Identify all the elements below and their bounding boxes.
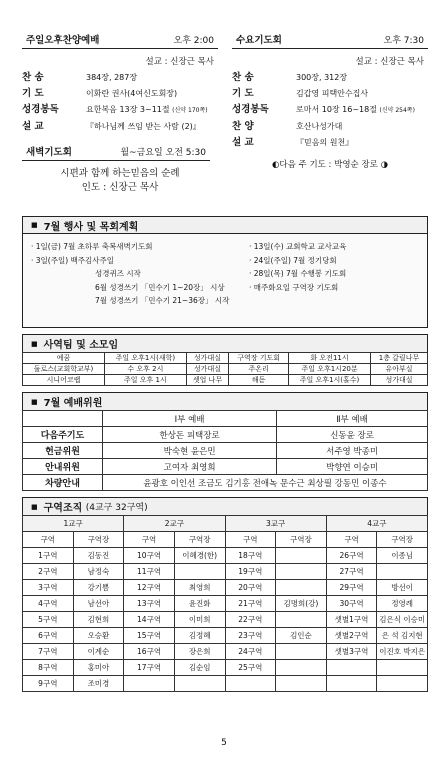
order-row bbox=[232, 137, 428, 148]
org-cell: 12구역 bbox=[124, 580, 175, 596]
col-header: 구역 bbox=[225, 532, 276, 548]
order-value: 『믿음의 원천』 bbox=[296, 138, 354, 147]
dawn-header bbox=[22, 142, 210, 161]
event-item: 성경퀴즈 시작 bbox=[95, 269, 141, 278]
wednesday-service bbox=[232, 30, 428, 216]
org-bar bbox=[22, 497, 428, 515]
org-cell: 이종님 bbox=[377, 548, 428, 564]
order-value: 호산나성가대 bbox=[296, 122, 343, 131]
org-cell: 남정숙 bbox=[73, 564, 124, 580]
wednesday-preacher: 설교 : 신장근 목사 bbox=[355, 57, 424, 67]
org-cell: 15구역 bbox=[124, 628, 175, 644]
org-cell: 30구역 bbox=[326, 596, 377, 612]
org-row bbox=[23, 548, 428, 564]
worship-row bbox=[23, 459, 428, 475]
event-item: 7월 성경쓰기 「민수기 21~36장」 시작 bbox=[95, 296, 230, 305]
org-cell: 21구역 bbox=[225, 596, 276, 612]
row-label: 안내위원 bbox=[23, 459, 103, 475]
org-cell bbox=[377, 660, 428, 676]
order-row bbox=[232, 72, 428, 83]
sunday-service bbox=[22, 30, 218, 216]
cell: 박숙현 윤은민 bbox=[103, 443, 277, 459]
service-cell: 성가대실 bbox=[186, 353, 228, 364]
org-cell: 셋별1구역 bbox=[326, 612, 377, 628]
group-header: 3교구 bbox=[225, 516, 326, 532]
scripture-ref: 요한복음 13장 3~11절 bbox=[86, 105, 170, 114]
org-cell: 22구역 bbox=[225, 612, 276, 628]
worship-title: 7월 예배위원 bbox=[43, 398, 103, 409]
sunday-time: 오후 2:00 bbox=[173, 36, 214, 46]
order-row bbox=[22, 88, 218, 99]
event-item: · 28일(목) 7월 수행봉 기도회 bbox=[249, 269, 347, 278]
org-cell bbox=[276, 580, 327, 596]
org-cell: 5구역 bbox=[23, 612, 74, 628]
service-table bbox=[22, 352, 428, 386]
org-cell bbox=[174, 676, 225, 692]
service-cell: 주일 오후1시(홀수) bbox=[289, 375, 371, 386]
events-list bbox=[22, 234, 428, 328]
org-cell: 김순임 bbox=[174, 660, 225, 676]
org-cell: 조미경 bbox=[73, 676, 124, 692]
org-cell: 19구역 bbox=[225, 564, 276, 580]
org-row bbox=[23, 580, 428, 596]
order-row bbox=[232, 104, 428, 116]
order-value: 이화란 권사(4여신도회장) bbox=[86, 89, 178, 98]
org-cell: 최영희 bbox=[174, 580, 225, 596]
service-cell: 화 오전11시 bbox=[289, 353, 371, 364]
event-item: · 1일(금) 7월 초하루 축복새벽기도회 bbox=[31, 242, 153, 251]
org-table bbox=[22, 515, 428, 692]
org-row bbox=[23, 644, 428, 660]
service-cell: 수 오후 2시 bbox=[104, 364, 186, 375]
order-label: 설 교 bbox=[232, 137, 254, 148]
org-cell: 4구역 bbox=[23, 596, 74, 612]
org-cell bbox=[276, 676, 327, 692]
page-ref: (신약 170쪽) bbox=[172, 107, 208, 114]
org-cell: 이진호 박지은 bbox=[377, 644, 428, 660]
group-row bbox=[23, 516, 428, 532]
org-cell: 14구역 bbox=[124, 612, 175, 628]
blank-cell bbox=[23, 411, 103, 427]
order-label: 기 도 bbox=[22, 88, 44, 99]
org-header-row bbox=[23, 532, 428, 548]
org-row bbox=[23, 564, 428, 580]
square-bullet-icon: ■ bbox=[31, 397, 38, 406]
cell: 한상돈 피택장로 bbox=[103, 427, 277, 443]
event-item: · 매주화요일 구역장 기도회 bbox=[249, 282, 339, 292]
cell: 신동윤 장로 bbox=[277, 427, 428, 443]
events-bar bbox=[22, 216, 428, 234]
service-title: 사역팀 및 소모임 bbox=[43, 340, 119, 351]
sunday-title: 주일오후찬양예배 bbox=[26, 35, 100, 46]
org-cell: 강기쁨 bbox=[73, 580, 124, 596]
service-cell: 성가대실 bbox=[186, 364, 228, 375]
org-cell: 김인순 bbox=[276, 628, 327, 644]
order-value bbox=[296, 104, 415, 116]
square-bullet-icon: ■ bbox=[31, 502, 38, 511]
order-value: 김갑영 피택안수집사 bbox=[296, 89, 369, 98]
order-row bbox=[232, 121, 428, 132]
org-cell: 방선이 bbox=[377, 580, 428, 596]
events-title: 7월 행사 및 목회계획 bbox=[43, 221, 139, 233]
col-header: 구역장 bbox=[276, 532, 327, 548]
group-header: 4교구 bbox=[326, 516, 427, 532]
next-prayer: ◐다음 주 기도 : 박영순 장로 ◑ bbox=[271, 160, 389, 170]
worship-row bbox=[23, 443, 428, 459]
org-cell: 13구역 bbox=[124, 596, 175, 612]
org-row bbox=[23, 628, 428, 644]
col-header: 구역장 bbox=[174, 532, 225, 548]
org-cell: 김명희(강) bbox=[276, 596, 327, 612]
org-cell bbox=[326, 660, 377, 676]
order-row bbox=[22, 121, 218, 132]
worship-table bbox=[22, 410, 428, 491]
col-header: 구역 bbox=[326, 532, 377, 548]
order-label: 찬 송 bbox=[232, 72, 254, 83]
org-cell bbox=[276, 644, 327, 660]
events-right bbox=[249, 240, 346, 294]
cell: 박향연 이승미 bbox=[277, 459, 428, 475]
service-cell: 해돋 bbox=[229, 375, 289, 386]
service-row bbox=[23, 375, 428, 386]
org-cell bbox=[377, 564, 428, 580]
wednesday-time: 오후 7:30 bbox=[383, 36, 424, 46]
org-cell bbox=[225, 676, 276, 692]
col-header: 구역 bbox=[124, 532, 175, 548]
org-cell: 이계순 bbox=[73, 644, 124, 660]
order-label: 찬 양 bbox=[232, 121, 254, 132]
org-cell: 20구역 bbox=[225, 580, 276, 596]
services-section bbox=[22, 30, 428, 216]
org-cell bbox=[174, 564, 225, 580]
org-cell bbox=[124, 676, 175, 692]
org-cell: 김정혜 bbox=[174, 628, 225, 644]
org-cell: 윤진화 bbox=[174, 596, 225, 612]
dawn-leader: 인도 : 신장근 목사 bbox=[81, 182, 159, 193]
order-label: 기 도 bbox=[232, 88, 254, 99]
service-bar bbox=[22, 334, 428, 352]
org-cell: 7구역 bbox=[23, 644, 74, 660]
order-label: 설 교 bbox=[22, 121, 44, 132]
dawn-time: 월~금요일 오전 5:30 bbox=[120, 148, 206, 158]
square-bullet-icon: ■ bbox=[31, 339, 38, 348]
org-cell bbox=[276, 548, 327, 564]
service-cell: 예꿈 bbox=[23, 353, 105, 364]
org-cell: 셋별2구역 bbox=[326, 628, 377, 644]
event-item: · 3일(주일) 백주김사주일 bbox=[31, 255, 114, 265]
bulletin-page bbox=[22, 30, 428, 692]
org-cell: 26구역 bbox=[326, 548, 377, 564]
service-cell: 주일 오후1시20분 bbox=[289, 364, 371, 375]
org-row bbox=[23, 612, 428, 628]
org-cell: 1구역 bbox=[23, 548, 74, 564]
service-cell: 1층 갈릴나무 bbox=[370, 353, 427, 364]
group-header: 2교구 bbox=[124, 516, 225, 532]
col-header: 구역장 bbox=[377, 532, 428, 548]
worship-row bbox=[23, 427, 428, 443]
col-header: 구역장 bbox=[73, 532, 124, 548]
service-cell: 유아부실 bbox=[370, 364, 427, 375]
page-ref: (신약 254쪽) bbox=[379, 107, 415, 114]
org-cell: 25구역 bbox=[225, 660, 276, 676]
service-cell: 시니어코랩 bbox=[23, 375, 105, 386]
wednesday-title: 수요기도회 bbox=[236, 35, 282, 46]
cell: 윤광호 이인선 조금도 김기홍 전애녹 문수근 최상필 강동민 이종수 bbox=[103, 475, 428, 491]
events-left bbox=[31, 240, 229, 308]
org-cell: 11구역 bbox=[124, 564, 175, 580]
order-row bbox=[232, 88, 428, 99]
sunday-preacher: 설교 : 신장근 목사 bbox=[145, 57, 214, 67]
org-cell: 8구역 bbox=[23, 660, 74, 676]
col-header: Ⅰ부 예배 bbox=[103, 411, 277, 427]
service-cell: 구역장 기도회 bbox=[229, 353, 289, 364]
org-cell bbox=[276, 612, 327, 628]
org-cell: 6구역 bbox=[23, 628, 74, 644]
service-cell: 성가대실 bbox=[370, 375, 427, 386]
order-value: 300장, 312장 bbox=[296, 73, 348, 82]
order-row bbox=[22, 72, 218, 83]
dawn-theme: 시편과 함께 하는믿음의 순례 bbox=[60, 168, 180, 179]
org-row bbox=[23, 596, 428, 612]
org-cell: 18구역 bbox=[225, 548, 276, 564]
row-label: 헌금위원 bbox=[23, 443, 103, 459]
service-row bbox=[23, 353, 428, 364]
org-cell: 정영례 bbox=[377, 596, 428, 612]
org-cell: 2구역 bbox=[23, 564, 74, 580]
row-label: 차량안내 bbox=[23, 475, 103, 491]
org-cell: 김은식 이승미 bbox=[377, 612, 428, 628]
org-row bbox=[23, 660, 428, 676]
org-cell bbox=[276, 564, 327, 580]
org-cell: 남선아 bbox=[73, 596, 124, 612]
org-cell: 오승환 bbox=[73, 628, 124, 644]
worship-header-row bbox=[23, 411, 428, 427]
row-label: 다음주기도 bbox=[23, 427, 103, 443]
service-row bbox=[23, 364, 428, 375]
org-cell: 이미희 bbox=[174, 612, 225, 628]
event-item: · 24일(주일) 7월 정기당회 bbox=[249, 255, 337, 265]
org-row bbox=[23, 676, 428, 692]
order-value: 『하나님께 쓰임 받는 사람 (2)』 bbox=[86, 122, 201, 131]
org-cell: 이혜경(한) bbox=[174, 548, 225, 564]
org-cell: 장은희 bbox=[174, 644, 225, 660]
org-cell: 9구역 bbox=[23, 676, 74, 692]
org-cell: 24구역 bbox=[225, 644, 276, 660]
org-cell: 홍미아 bbox=[73, 660, 124, 676]
org-cell: 29구역 bbox=[326, 580, 377, 596]
dawn-title: 새벽기도회 bbox=[26, 147, 72, 158]
org-cell: 10구역 bbox=[124, 548, 175, 564]
order-value: 384장, 287장 bbox=[86, 73, 138, 82]
square-bullet-icon: ■ bbox=[31, 221, 38, 229]
org-cell: 27구역 bbox=[326, 564, 377, 580]
scripture-ref: 로마서 10장 16~18절 bbox=[296, 105, 377, 114]
org-cell: 은 석 김지현 bbox=[377, 628, 428, 644]
org-subtitle: (4교구 32구역) bbox=[85, 503, 148, 513]
sunday-header bbox=[22, 30, 218, 49]
service-cell: 셋업 나무 bbox=[186, 375, 228, 386]
org-cell: 김현희 bbox=[73, 612, 124, 628]
cell: 서주영 박종미 bbox=[277, 443, 428, 459]
org-cell: 3구역 bbox=[23, 580, 74, 596]
order-label: 성경봉독 bbox=[22, 104, 59, 115]
page-number: 5 bbox=[221, 738, 227, 748]
org-cell: 23구역 bbox=[225, 628, 276, 644]
service-cell: 주일 오후1시(새학) bbox=[104, 353, 186, 364]
org-title: 구역조직 bbox=[43, 503, 83, 514]
wednesday-header bbox=[232, 30, 428, 49]
group-header: 1교구 bbox=[23, 516, 124, 532]
event-item: 6월 성경쓰기 「민수기 1~20장」 시상 bbox=[95, 282, 225, 292]
dawn-prayer bbox=[22, 142, 218, 195]
order-value bbox=[86, 104, 208, 116]
org-cell bbox=[276, 660, 327, 676]
worship-bar bbox=[22, 392, 428, 410]
col-header: Ⅱ부 예배 bbox=[277, 411, 428, 427]
org-cell bbox=[377, 676, 428, 692]
service-cell: 둘로스(교회학교부) bbox=[23, 364, 105, 375]
service-cell: 주온리 bbox=[229, 364, 289, 375]
service-cell: 주일 오후 1시 bbox=[104, 375, 186, 386]
org-cell bbox=[326, 676, 377, 692]
order-row bbox=[22, 104, 218, 116]
worship-row bbox=[23, 475, 428, 491]
order-label: 찬 송 bbox=[22, 72, 44, 83]
org-cell: 16구역 bbox=[124, 644, 175, 660]
order-label: 성경봉독 bbox=[232, 104, 269, 115]
org-cell: 17구역 bbox=[124, 660, 175, 676]
org-cell: 셋별3구역 bbox=[326, 644, 377, 660]
org-cell: 김동진 bbox=[73, 548, 124, 564]
col-header: 구역 bbox=[23, 532, 74, 548]
cell: 고여자 최영희 bbox=[103, 459, 277, 475]
event-item: · 13일(수) 교회학교 교사교육 bbox=[249, 242, 347, 251]
